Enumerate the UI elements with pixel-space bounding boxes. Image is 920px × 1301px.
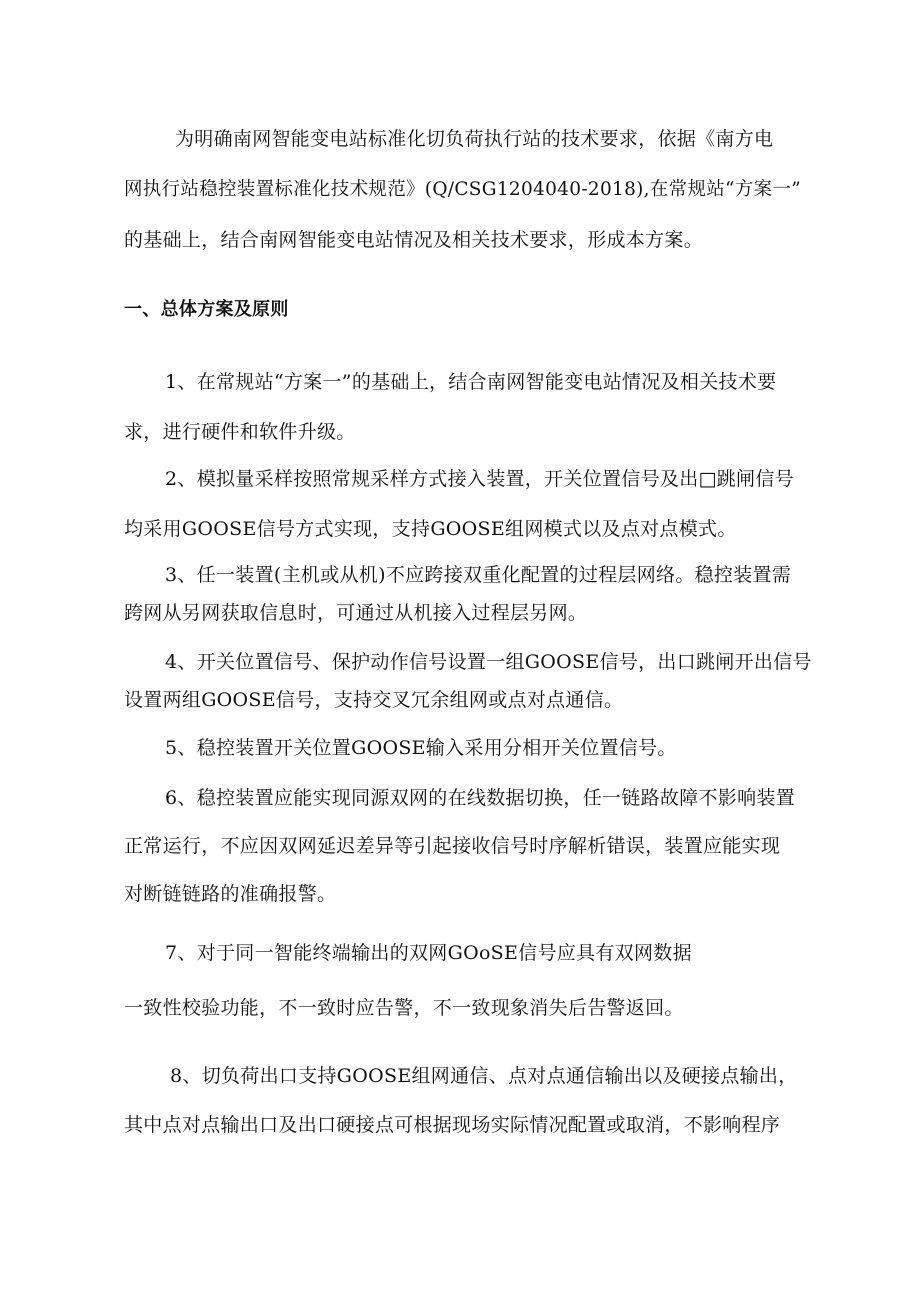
intro-line-2: 网执行站稳控装置标准化技术规范》(Q/CSG1204040-2018),在常规站“方案一”: [124, 179, 801, 200]
item-3-line-1: 3、任一装置(主机或从机)不应跨接双重化配置的过程层网络。稳控装置需: [165, 564, 792, 586]
item-3-line-2: 跨网从另网获取信息时，可通过从机接入过程层另网。: [124, 602, 588, 624]
item-4-line-1: 4、开关位置信号、保护动作信号设置一组GOOSE信号，出口跳闸开出信号: [165, 651, 812, 673]
item-1-line-2: 求，进行硬件和软件升级。: [124, 421, 356, 443]
item-6-line-1: 6、稳控装置应能实现同源双网的在线数据切换，任一链路故障不影响装置: [165, 787, 795, 809]
item-7-line-2: 一致性校验功能，不一致时应告警，不一致现象消失后告警返回。: [124, 997, 684, 1019]
item-8-line-1: 8、切负荷出口支持GOOSE组网通信、点对点通信输出以及硬接点输出，: [170, 1065, 798, 1087]
item-7-line-1: 7、对于同一智能终端输出的双网GOoSE信号应具有双网数据: [165, 942, 692, 964]
item-2-line-2: 均采用GOOSE信号方式实现，支持GOOSE组网模式以及点对点模式。: [124, 518, 737, 540]
item-5-line-1: 5、稳控装置开关位置GOOSE输入采用分相开关位置信号。: [165, 737, 677, 759]
intro-line-3: 的基础上，结合南网智能变电站情况及相关技术要求，形成本方案。: [124, 229, 704, 251]
item-6-line-2: 正常运行，不应因双网延迟差异等引起接收信号时序解析错误，装置应能实现: [124, 835, 781, 857]
item-6-line-3: 对断链链路的准确报警。: [124, 883, 337, 905]
item-4-line-2: 设置两组GOOSE信号，支持交叉冗余组网或点对点通信。: [124, 689, 624, 711]
item-2-line-1: 2、模拟量采样按照常规采样方式接入装置，开关位置信号及出□跳闸信号: [165, 468, 794, 490]
item-8-line-2: 其中点对点输出口及出口硬接点可根据现场实际情况配置或取消，不影响程序: [124, 1114, 781, 1136]
section-title: 一、总体方案及原则: [124, 299, 289, 320]
item-1-line-1: 1、在常规站“方案一”的基础上，结合南网智能变电站情况及相关技术要: [165, 371, 777, 393]
intro-line-1: 为明确南网智能变电站标准化切负荷执行站的技术要求，依据《南方电: [175, 128, 774, 150]
